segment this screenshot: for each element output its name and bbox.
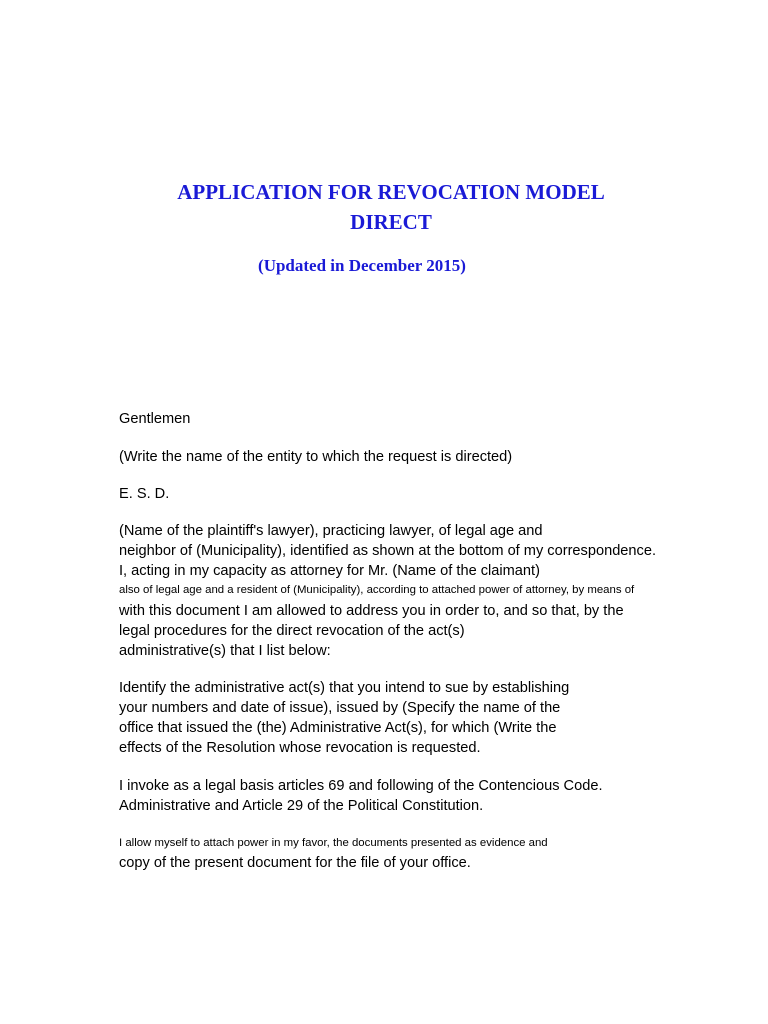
salutation: Gentlemen <box>119 411 191 427</box>
paragraph-1-line-4: also of legal age and a resident of (Municipality), according to attached power of attorney, by means of <box>119 584 635 596</box>
paragraph-1-line-1: (Name of the plaintiff's lawyer), practicing lawyer, of legal age and <box>119 523 543 539</box>
paragraph-4-line-1: I allow myself to attach power in my favor, the documents presented as evidence and <box>119 837 548 849</box>
paragraph-2-line-3: office that issued the (the) Administrative Act(s), for which (Write the <box>119 720 557 736</box>
paragraph-3-line-2: Administrative and Article 29 of the Political Constitution. <box>119 798 484 814</box>
entity-instruction: (Write the name of the entity to which the request is directed) <box>119 449 513 465</box>
paragraph-3-line-1: I invoke as a legal basis articles 69 and following of the Contencious Code. <box>119 778 603 794</box>
paragraph-1-line-7: administrative(s) that I list below: <box>119 643 331 659</box>
paragraph-1-line-2: neighbor of (Municipality), identified as shown at the bottom of my correspondence. <box>119 543 657 559</box>
paragraph-4-line-2: copy of the present document for the file of your office. <box>119 855 471 871</box>
paragraph-2-line-2: your numbers and date of issue), issued by (Specify the name of the <box>119 700 561 716</box>
paragraph-2-line-4: effects of the Resolution whose revocation is requested. <box>119 740 481 756</box>
document-title-line-1: APPLICATION FOR REVOCATION MODEL <box>177 180 605 204</box>
paragraph-1-line-3: I, acting in my capacity as attorney for Mr. (Name of the claimant) <box>119 563 540 579</box>
paragraph-2-line-1: Identify the administrative act(s) that you intend to sue by establishing <box>119 680 570 696</box>
paragraph-1-line-6: legal procedures for the direct revocation of the act(s) <box>119 623 465 639</box>
esd-line: E. S. D. <box>119 486 170 502</box>
paragraph-1-line-5: with this document I am allowed to address you in order to, and so that, by the <box>119 603 624 619</box>
document-subtitle: (Updated in December 2015) <box>258 256 466 275</box>
document-title-line-2: DIRECT <box>350 210 432 234</box>
